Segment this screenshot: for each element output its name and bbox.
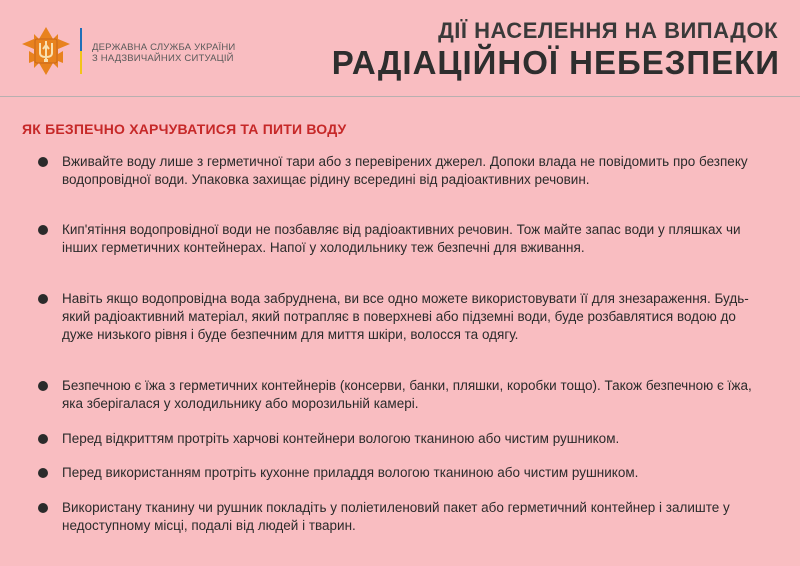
section-title: ЯК БЕЗПЕЧНО ХАРЧУВАТИСЯ ТА ПИТИ ВОДУ <box>22 121 347 137</box>
poster-subtitle: ДІЇ НАСЕЛЕННЯ НА ВИПАДОК <box>438 18 778 43</box>
bullet-icon <box>38 225 48 235</box>
list-item-text: Використану тканину чи рушник покладіть у поліетиленовий пакет або герметичний контейнер і залиште у недоступному місці, подалі від людей і тварин. <box>62 500 730 533</box>
bullet-icon <box>38 434 48 444</box>
bullet-icon <box>38 294 48 304</box>
list-item-text: Вживайте воду лише з герметичної тари або з перевірених джерел. Допоки влада не повідомить про безпеку водопровідної води. Упаковка захищає рідину всередині від радіоактивних речовин. <box>62 154 748 187</box>
poster-title: РАДІАЦІЙНОЇ НЕБЕЗПЕКИ <box>331 44 780 81</box>
bullet-icon <box>38 468 48 478</box>
list-item-text: Перед використанням протріть кухонне приладдя вологою тканиною або чистим рушником. <box>62 465 639 480</box>
organization-name <box>92 42 235 64</box>
bullet-icon <box>38 157 48 167</box>
bullet-icon <box>38 503 48 513</box>
flag-divider <box>80 28 82 74</box>
header <box>0 0 800 96</box>
list-item-text: Безпечною є їжа з герметичних контейнерів (консерви, банки, пляшки, коробки тощо). Також безпечною є їжа, яка зберігалася у холодильнику або морозильній камері. <box>62 378 752 411</box>
list-item-text: Навіть якщо водопровідна вода забруднена, ви все одно можете використовувати її для знезараження. Будь-який радіоактивний матеріал, який потрапляє в поверхневі або підземні води, буде розбавлятися водою до дуже низького рівня і буде безпечним для миття шкіри, волосся та одягу. <box>62 291 749 342</box>
org-name-line2: З НАДЗВИЧАЙНИХ СИТУАЦІЙ <box>92 53 234 64</box>
list-item-text: Перед відкриттям протріть харчові контейнери вологою тканиною або чистим рушником. <box>62 431 620 446</box>
header-divider <box>0 96 800 97</box>
org-name-line1: ДЕРЖАВНА СЛУЖБА УКРАЇНИ <box>92 42 236 53</box>
list-item-text: Кип'ятіння водопровідної води не позбавляє від радіоактивних речовин. Тож майте запас води у пляшках чи інших герметичних контейнерах. Напої у холодильнику теж безпечні для вживання. <box>62 222 741 255</box>
dsns-emblem-icon <box>20 25 72 77</box>
bullet-icon <box>38 381 48 391</box>
